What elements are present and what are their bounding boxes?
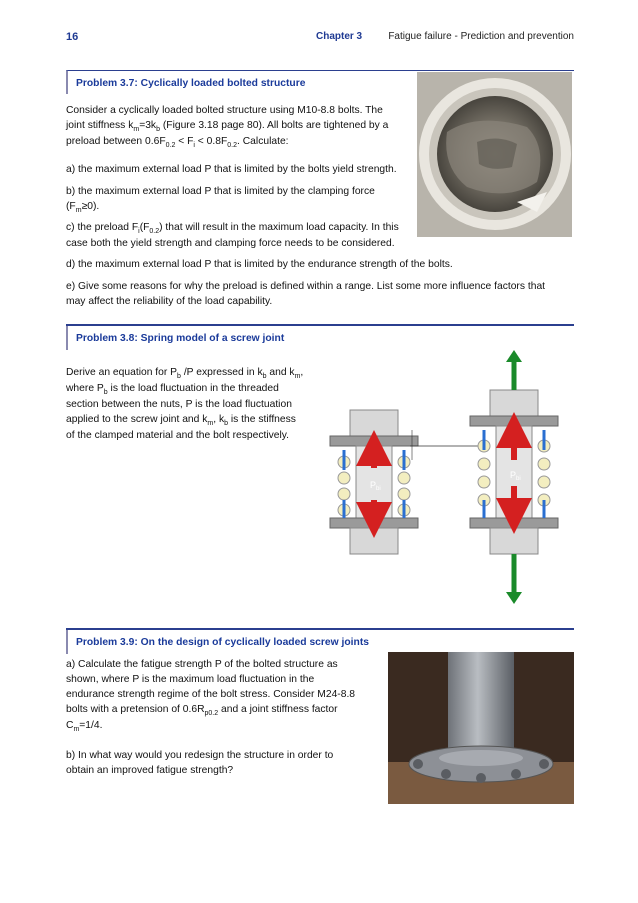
problem-3-7-title-text: Problem 3.7: Cyclically loaded bolted structure: [76, 78, 306, 89]
p37-question-b: [66, 185, 411, 216]
page-header: [66, 30, 574, 46]
bolted-structure-photo: [388, 652, 574, 804]
chapter-title: Fatigue failure - Prediction and prevention: [388, 31, 574, 42]
problem-3-9-title: [66, 630, 574, 654]
p39-a-line-1: a) Calculate the fatigue strength P of the bolted structure as: [66, 659, 338, 670]
p37-question-d: d) the maximum external load P that is limited by the endurance strength of the bolts.: [66, 259, 453, 270]
p37-intro-line-2: joint stiffness $k_m=3k_b$ (Figure 3.18 page 80). All bolts are tightened by a: [66, 119, 389, 133]
chapter-label: Chapter 3: [316, 31, 363, 42]
p37-question-c: [66, 221, 426, 252]
p39-b-line-1: b) In what way would you redesign the structure in order to: [66, 750, 334, 762]
p37-question-a: a) the maximum external load P that is limited by the bolts yield strength.: [66, 164, 397, 175]
p37-e-line-2: may affect the reliability of the load capability.: [66, 295, 273, 307]
p37-b-line-1: b) the maximum external load P that is limited by the clamping force: [66, 186, 375, 197]
p38-line-3: section between the nuts, P is the load fluctuation: [66, 399, 292, 411]
p37-intro-line-3: preload between $0.6F_{0.2} < F_i < 0.8F_{0.2}$. Calculate:: [66, 136, 289, 150]
p39-b-line-2: obtain an improved fatigue strength?: [66, 765, 234, 777]
p38-line-5: of the clamped material and the bolt respectively.: [66, 430, 290, 442]
p37-c-line-2: case both the yield strength and clamping force needs to be considered.: [66, 238, 395, 250]
problem-3-8-title-text: Problem 3.8: Spring model of a screw joint: [76, 333, 285, 344]
left-bolt-load-label: $P_{bi}$: [370, 480, 381, 492]
page-number: 16: [66, 31, 79, 43]
p39-a-line-3: endurance strength regime of the bolt stress. Consider M24-8.8: [66, 688, 356, 700]
problem-3-8-text: [66, 366, 328, 444]
right-bolt-load-label: $P_{bi}$: [510, 470, 521, 482]
p37-e-line-1: e) Give some reasons for why the preload is defined within a range. List some more influence factors that: [66, 281, 546, 292]
p38-line-4: applied to the screw joint and $k_m$, $k_b$ is the stiffness: [66, 414, 296, 428]
problem-3-9-title-text: Problem 3.9: On the design of cyclically loaded screw joints: [76, 637, 369, 648]
p37-intro-line-1: Consider a cyclically loaded bolted structure using M10-8.8 bolts. The: [66, 105, 383, 116]
p39-a-line-5: $C_m=1/4$.: [66, 719, 103, 733]
problem-3-9-text: [66, 658, 366, 779]
problem-3-7-intro: [66, 104, 411, 151]
p37-c-line-1: c) the preload $F_i(F_{0.2})$ that will result in the maximum load capacity. In this: [66, 222, 399, 236]
p37-b-line-2: $(F_m\ge 0)$.: [66, 200, 100, 214]
p38-line-2: where $P_b$ is the load fluctuation in the threaded: [66, 383, 279, 397]
p39-a-line-4: bolts with a pretension of $0.6R_{p0.2}$ and a joint stiffness factor: [66, 703, 338, 717]
problem-3-8-title: [66, 326, 574, 350]
spring-model-diagram: [320, 350, 580, 610]
p38-line-1: Derive an equation for $P_b$ /P expressed in $k_b$ and $k_m$,: [66, 367, 304, 381]
right-bolt-assembly: [470, 350, 558, 604]
fracture-surface-photo: [417, 72, 572, 237]
p37-question-e: [66, 280, 576, 310]
left-bolt-assembly: [330, 410, 418, 554]
p39-a-line-2: shown, where P is the maximum load fluctuation in the: [66, 673, 315, 685]
